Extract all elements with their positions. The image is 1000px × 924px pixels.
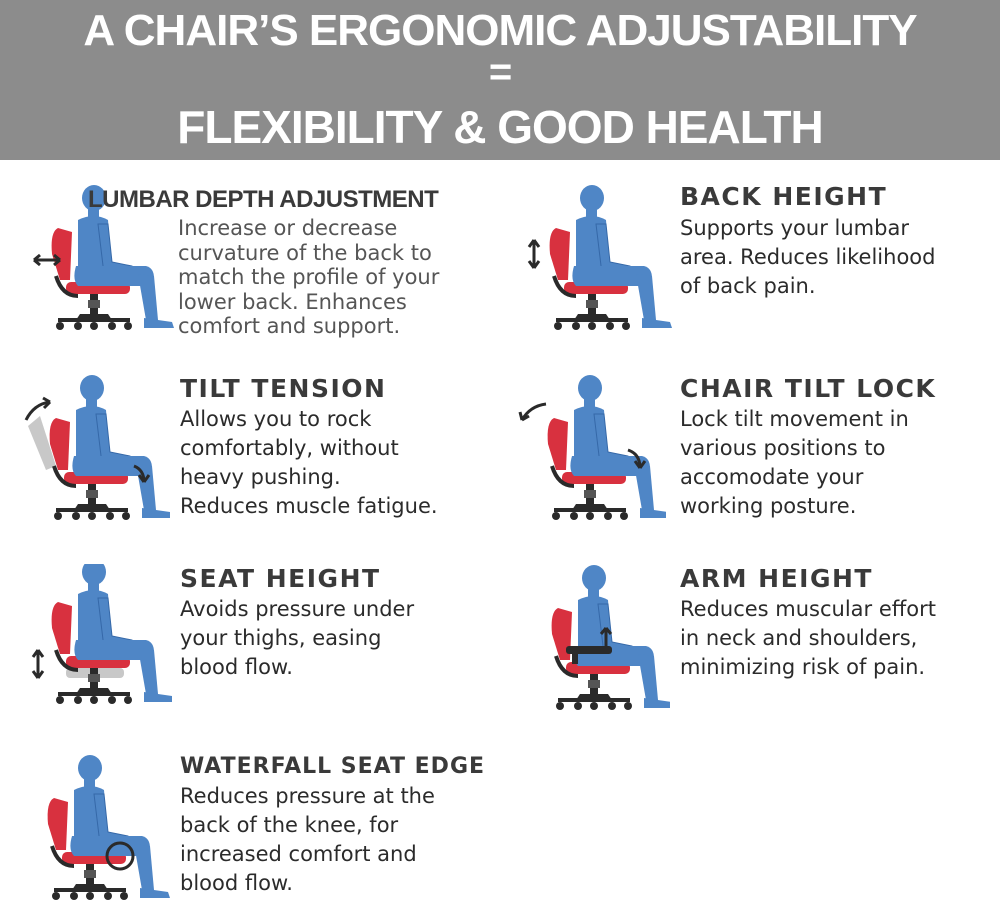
feature-description (180, 595, 414, 682)
description-line: Supports your lumbar (680, 216, 909, 240)
tilt-lock-icon (516, 374, 666, 524)
description-line: of back pain. (680, 274, 816, 298)
tilt-tension-icon (20, 374, 170, 524)
header-line-1: A CHAIR’S ERGONOMIC ADJUSTABILITY (83, 6, 917, 55)
description-line: curvature of the back to (178, 240, 432, 265)
description-line: minimizing risk of pain. (680, 655, 926, 679)
feature-title: WATERFALL SEAT EDGE (180, 754, 486, 779)
feature-title: SEAT HEIGHT (180, 564, 381, 593)
description-line: lower back. Enhances (178, 289, 407, 314)
back-height-icon (526, 184, 676, 334)
header-banner (0, 0, 1000, 160)
description-line: Reduces pressure at the (180, 784, 435, 808)
feature-title: TILT TENSION (180, 374, 387, 403)
description-line: accomodate your (680, 465, 864, 489)
description-line: Avoids pressure under (180, 597, 415, 621)
description-line: Reduces muscle fatigue. (180, 494, 438, 518)
description-line: your thighs, easing (180, 626, 382, 650)
feature-title: CHAIR TILT LOCK (680, 374, 937, 403)
description-line: blood flow. (180, 871, 293, 895)
description-line: various positions to (680, 436, 886, 460)
description-line: Allows you to rock (180, 407, 372, 431)
feature-title: ARM HEIGHT (680, 564, 873, 593)
description-line: increased comfort and (180, 842, 417, 866)
feature-description (180, 782, 435, 898)
feature-description (680, 214, 935, 301)
feature-title: BACK HEIGHT (680, 182, 888, 211)
feature-description (680, 595, 936, 682)
description-line: match the profile of your (178, 265, 440, 289)
description-line: Reduces muscular effort (680, 597, 936, 621)
description-line: comfort and support. (178, 314, 401, 338)
description-line: heavy pushing. (180, 465, 341, 489)
description-line: working posture. (680, 494, 857, 518)
description-line: blood flow. (180, 655, 293, 679)
description-line: Lock tilt movement in (680, 407, 909, 431)
description-line: area. Reduces likelihood (680, 245, 936, 269)
seat-height-icon (22, 564, 172, 714)
description-line: Increase or decrease (178, 216, 398, 240)
header-equals: = (488, 50, 512, 94)
waterfall-seat-icon (24, 754, 174, 904)
header-line-2: FLEXIBILITY & GOOD HEALTH (177, 101, 823, 153)
description-line: in neck and shoulders, (680, 626, 918, 650)
feature-description (180, 405, 438, 521)
arm-height-icon (520, 564, 670, 714)
feature-description (178, 216, 439, 339)
feature-description (680, 405, 909, 521)
description-line: back of the knee, for (180, 813, 399, 837)
feature-title: LUMBAR DEPTH ADJUSTMENT (88, 186, 439, 213)
description-line: comfortably, without (180, 436, 399, 460)
